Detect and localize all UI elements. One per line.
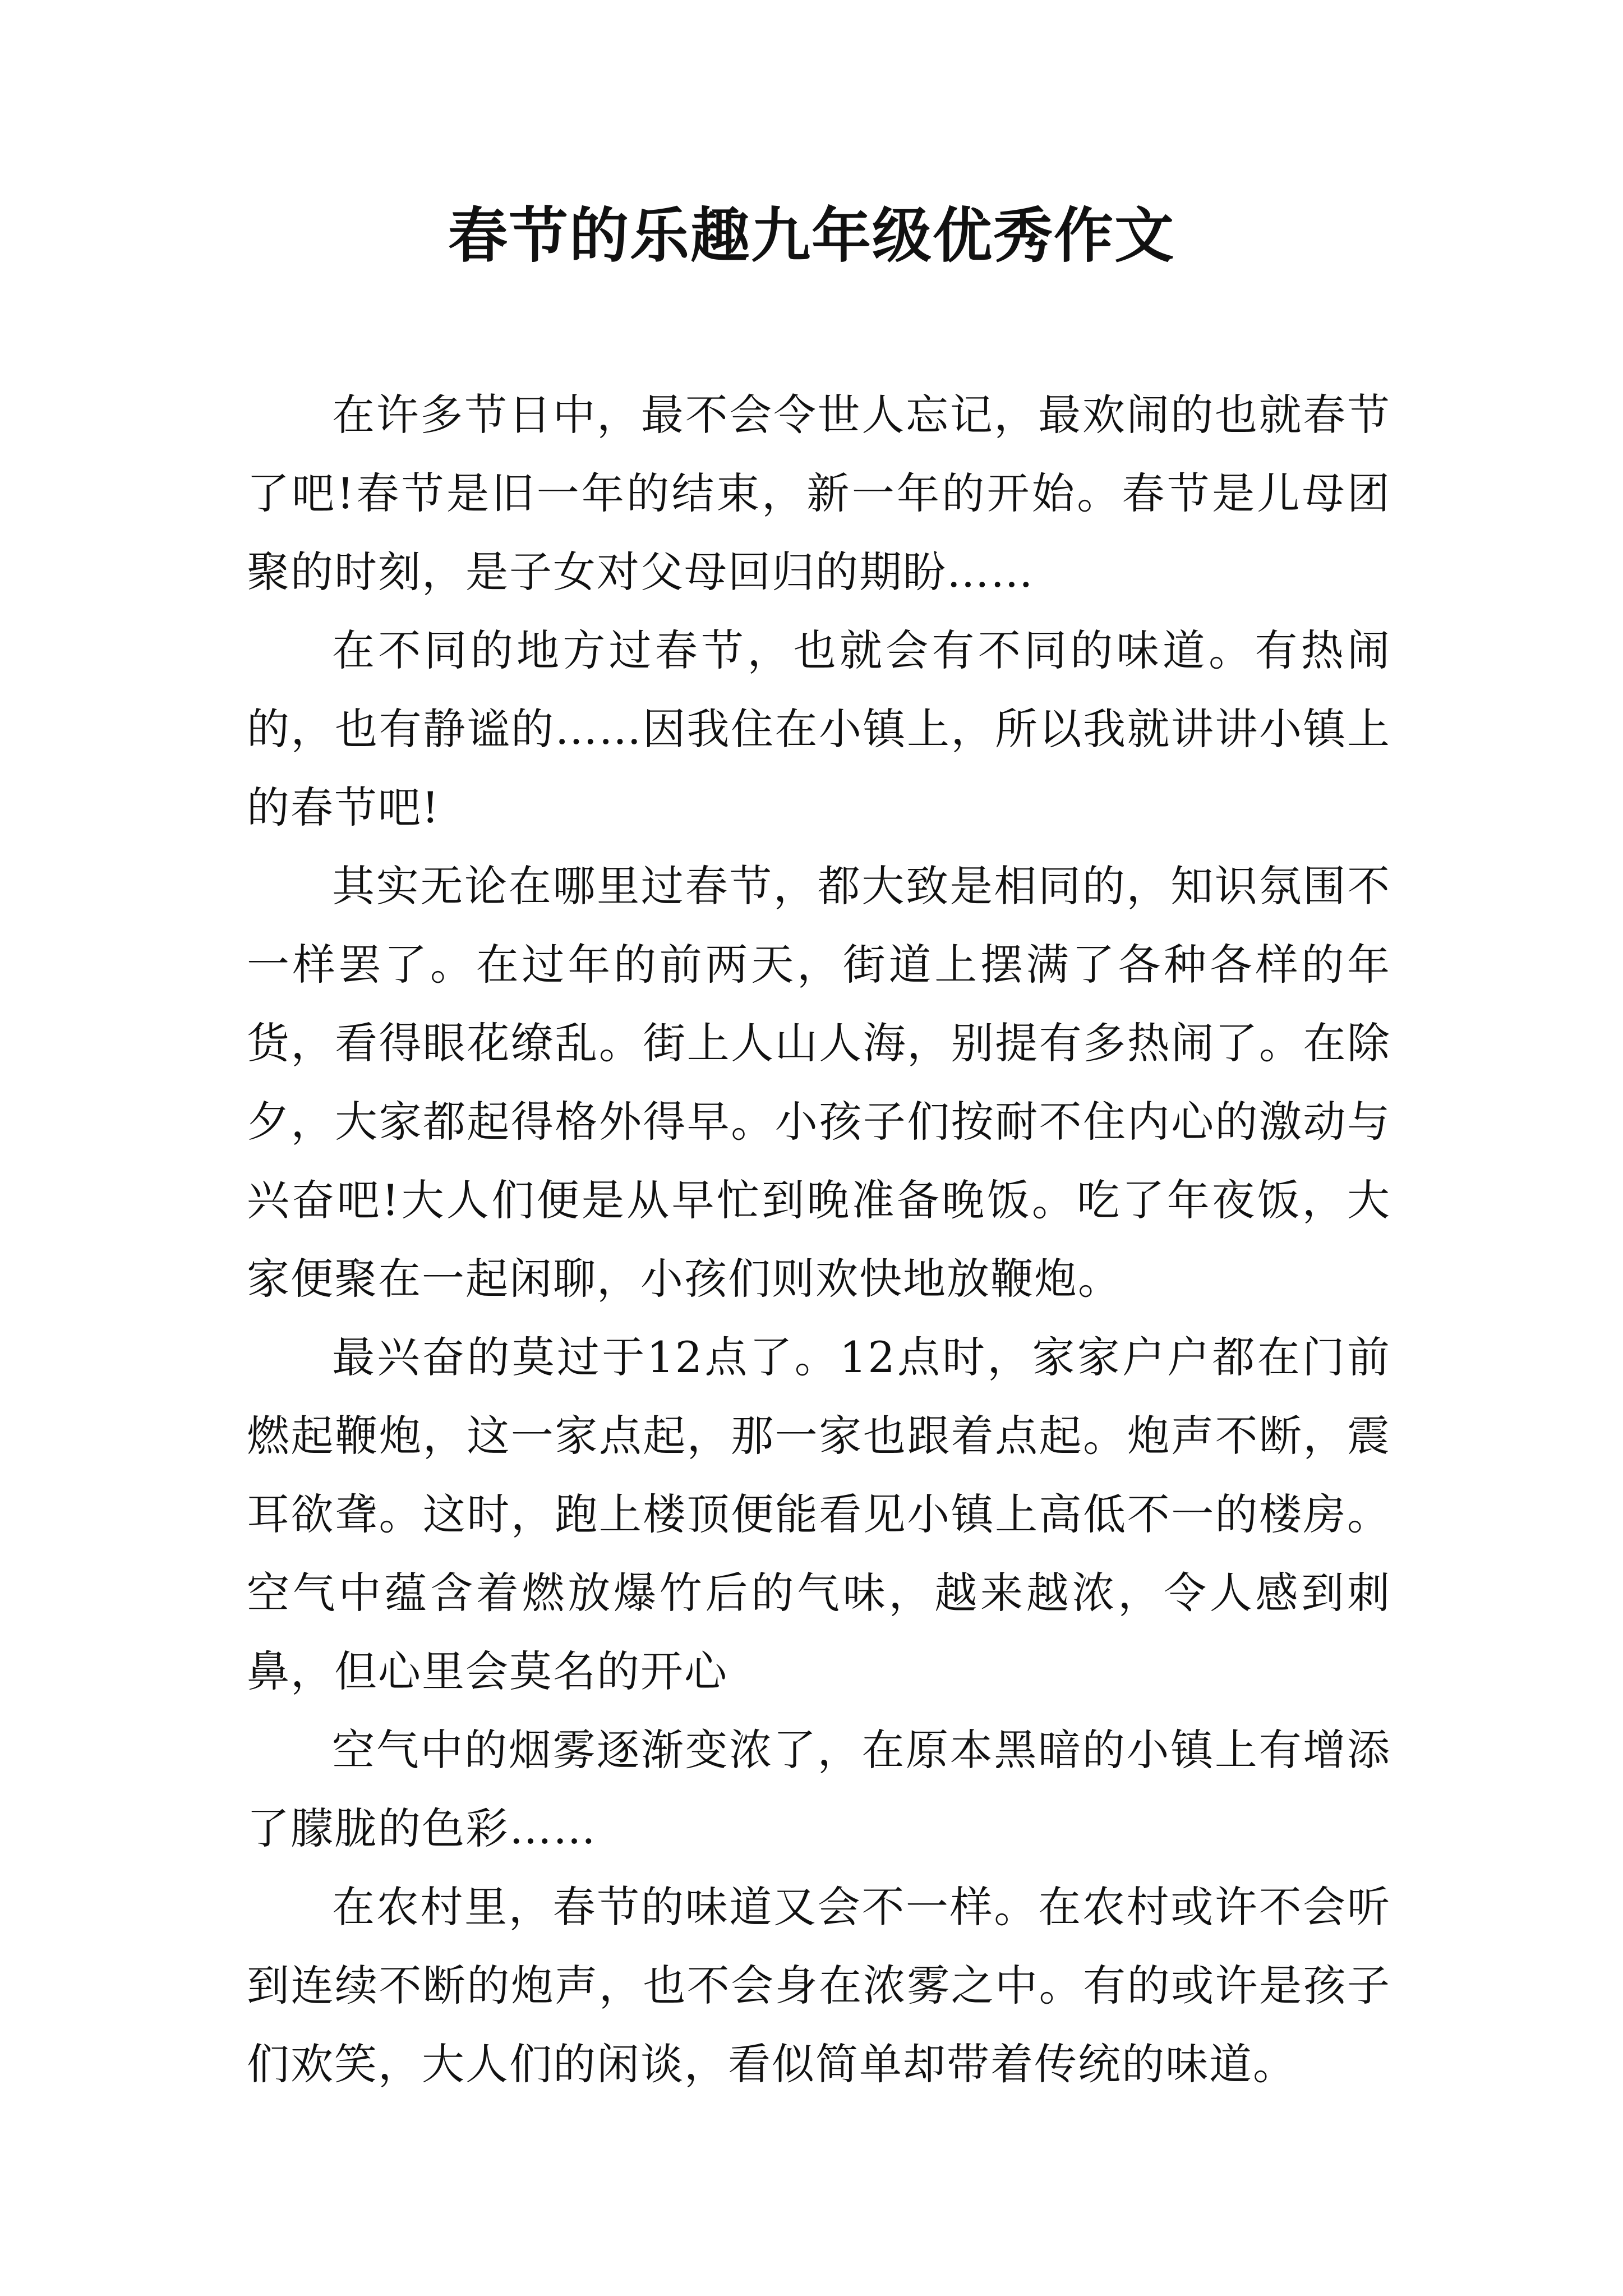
- paragraph-4: 最兴奋的莫过于12点了。12点时，家家户户都在门前燃起鞭炮，这一家点起，那一家也跟着点起。炮声不断，震耳欲聋。这时，跑上楼顶便能看见小镇上高低不一的楼房。空气中蕴含着燃放爆竹后的气味，越来越浓，令人感到刺鼻，但心里会莫名的开心: [247, 1332, 1391, 1696]
- document-body: [247, 376, 1391, 2104]
- paragraph-1: 在许多节日中，最不会令世人忘记，最欢闹的也就春节了吧!春节是旧一年的结束，新一年的开始。春节是儿母团聚的时刻，是子女对父母回归的期盼……: [247, 390, 1391, 597]
- paragraph-3: 其实无论在哪里过春节，都大致是相同的，知识氛围不一样罢了。在过年的前两天，街道上摆满了各种各样的年货，看得眼花缭乱。街上人山人海，别提有多热闹了。在除夕，大家都起得格外得早。小孩子们按耐不住内心的激动与兴奋吧!大人们便是从早忙到晚准备晚饭。吃了年夜饭，大家便聚在一起闲聊，小孩们则欢快地放鞭炮。: [247, 861, 1391, 1304]
- paragraph-2: 在不同的地方过春节，也就会有不同的味道。有热闹的，也有静谧的……因我住在小镇上，所以我就讲讲小镇上的春节吧!: [247, 625, 1391, 832]
- document-title: 春节的乐趣九年级优秀作文: [448, 200, 1175, 270]
- paragraph-6: 在农村里，春节的味道又会不一样。在农村或许不会听到连续不断的炮声，也不会身在浓雾之中。有的或许是孩子们欢笑，大人们的闲谈，看似简单却带着传统的味道。: [247, 1882, 1391, 2089]
- paragraph-5: 空气中的烟雾逐渐变浓了，在原本黑暗的小镇上有增添了朦胧的色彩……: [247, 1725, 1391, 1853]
